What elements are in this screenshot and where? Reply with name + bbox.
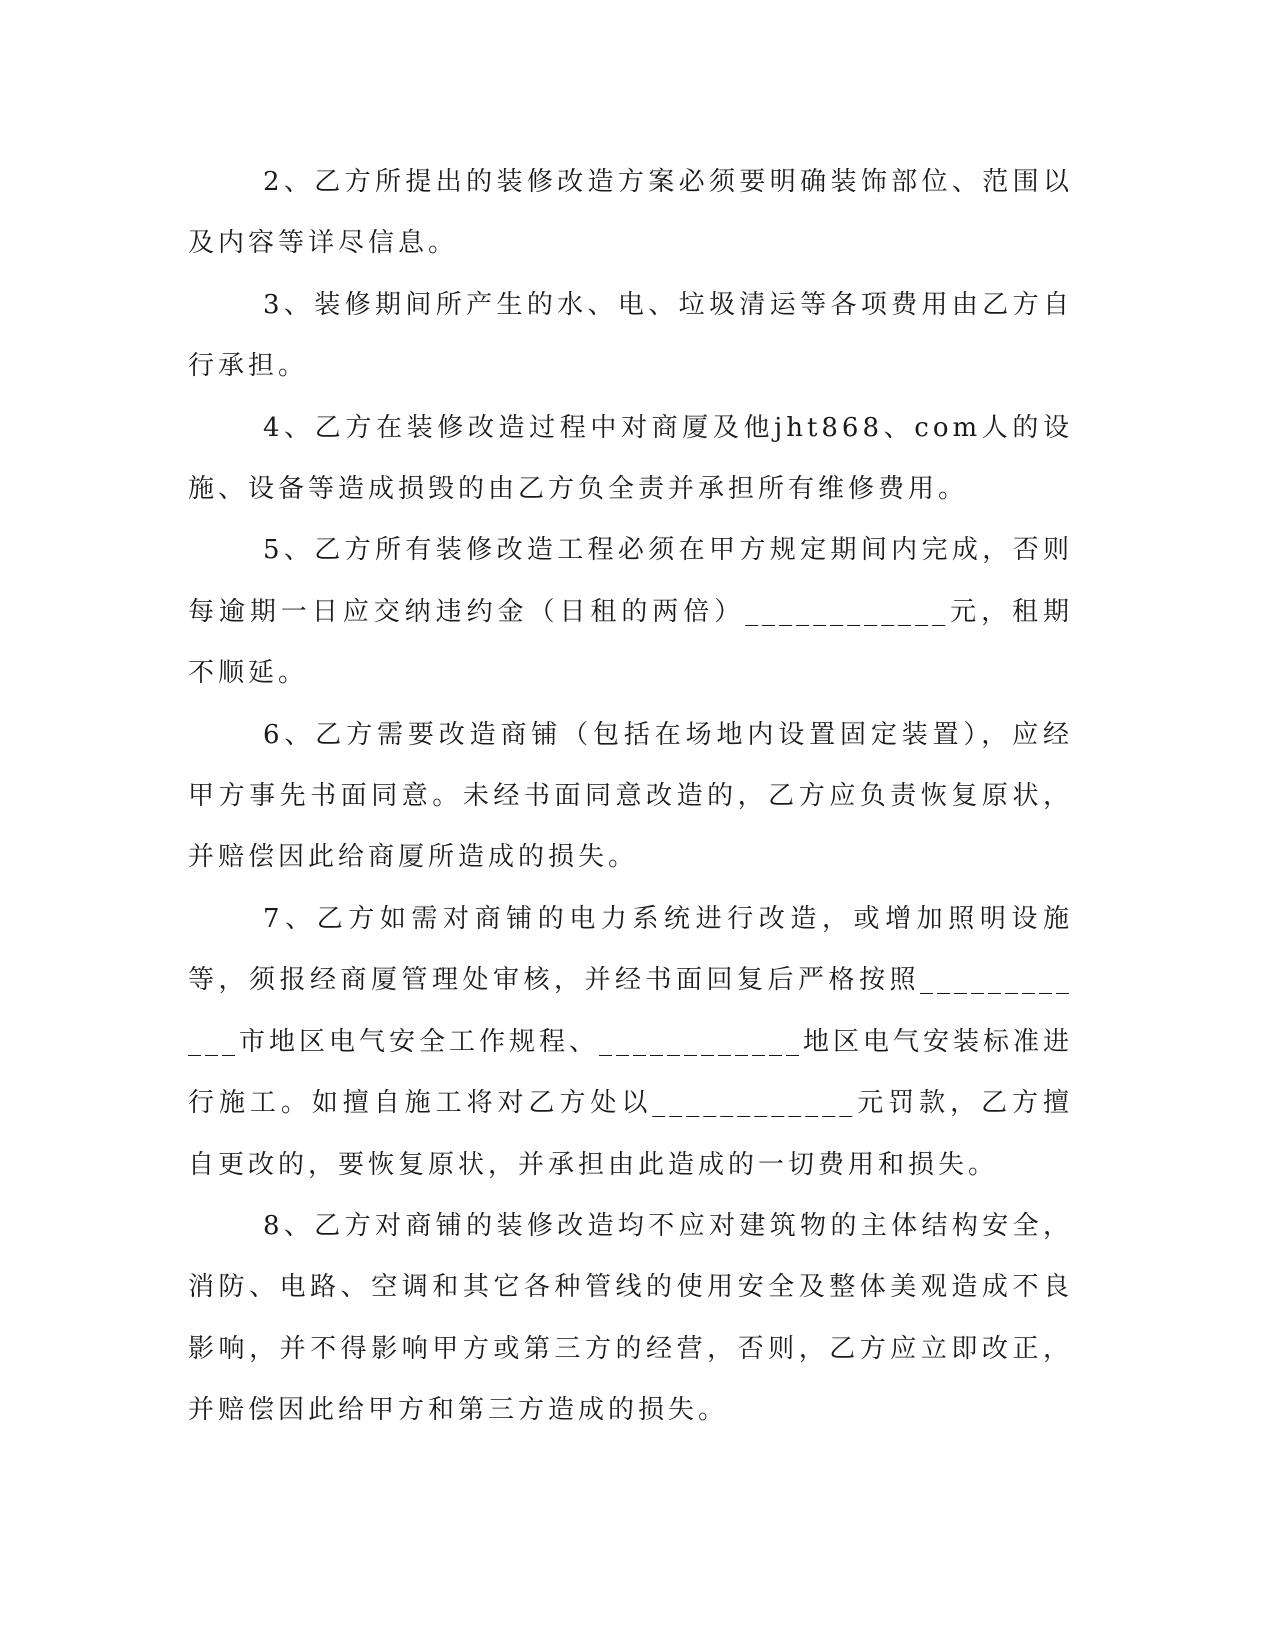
clause-2: 2、乙方所提出的装修改造方案必须要明确装饰部位、范围以及内容等详尽信息。 xyxy=(188,167,1073,259)
clause-3: 3、装修期间所产生的水、电、垃圾清运等各项费用由乙方自行承担。 xyxy=(188,289,1073,382)
document-body xyxy=(188,152,1073,1442)
clause-5: 5、乙方所有装修改造工程必须在甲方规定期间内完成，否则每逾期一日应交纳违约金（日租的两倍）____________元，租期不顺延。 xyxy=(188,535,1073,689)
clause-7: 7、乙方如需对商铺的电力系统进行改造，或增加照明设施等，须报经商厦管理处审核，并经书面回复后严格按照____________市地区电气安全工作规程、____________地区电气安装标准进行施工。如擅自施工将对乙方处以____________元罚款，乙方擅自更改的，要恢复原状，并承担由此造成的一切费用和损失。 xyxy=(188,903,1074,1180)
clause-6: 6、乙方需要改造商铺（包括在场地内设置固定装置），应经甲方事先书面同意。未经书面同意改造的，乙方应负责恢复原状，并赔偿因此给商厦所造成的损失。 xyxy=(188,719,1073,873)
clause-4: 4、乙方在装修改造过程中对商厦及他jht868、com人的设施、设备等造成损毁的由乙方负全责并承担所有维修费用。 xyxy=(188,412,1073,505)
clause-8: 8、乙方对商铺的装修改造均不应对建筑物的主体结构安全，消防、电路、空调和其它各种管线的使用安全及整体美观造成不良影响，并不得影响甲方或第三方的经营，否则，乙方应立即改正，并赔偿因此给甲方和第三方造成的损失。 xyxy=(188,1210,1073,1426)
